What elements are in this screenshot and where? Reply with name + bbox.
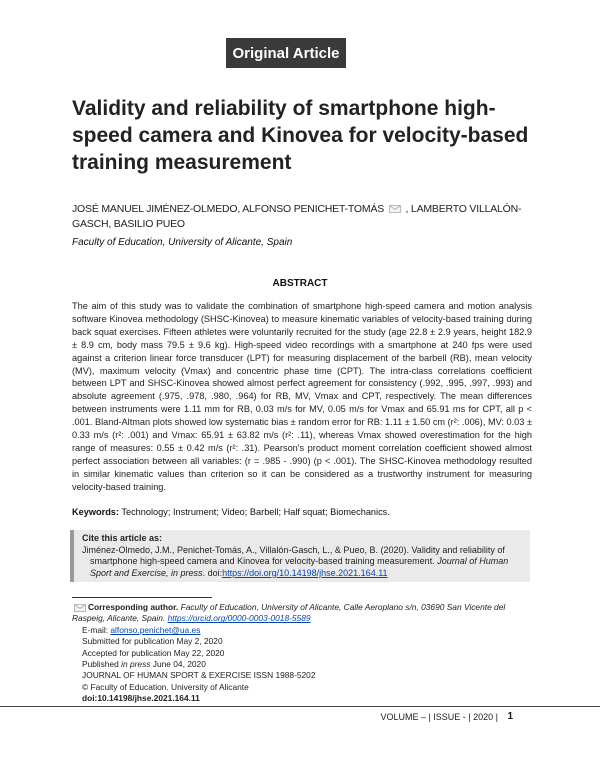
footer-rule — [0, 706, 600, 707]
article-type-badge: Original Article — [226, 38, 346, 68]
journal-issn: JOURNAL OF HUMAN SPORT & EXERCISE ISSN 1988-5202 — [82, 670, 316, 681]
citation-doi-link[interactable]: https://doi.org/10.14198/jhse.2021.164.11 — [222, 567, 388, 578]
citation-box — [70, 530, 530, 582]
mail-icon[interactable] — [74, 604, 86, 612]
abstract-text: The aim of this study was to validate the combination of smartphone high-speed camera and motion analysis software Kinovea methodology (SHSC-Kinovea) to measure kinematic variables of velocity-based training during back squat exercises. Fifteen athletes were voluntarily recruited for the study (age 22.8 ± 2.9 years, height 182.9 ± 8.9 cm, body mass 79.5 ± 9.6 kg). High-speed video recordings with a smartphone at 240 fps were used against a criterion linear force transducer (LPT) for measuring displacement of the barbell (RB), mean velocity (MV), maximum velocity (Vmax) and concentric phase time (CPT). The intra-class correlations coefficient between LPT and SHSC-Kinovea showed almost perfect agreement for consistency (.992, .995, .997, .993) and absolute agreement (.975, .978, .980, .964) for RB, MV, Vmax and CPT, respectively. The mean differences between instruments were 1.11 mm for RB, 0.03 m/s for MV, 0.05 m/s for Vmax and 65.91 ms for CPT, all p < .001. Bland-Altman plots showed low systematic bias ± random error for RB: 1.11 ± 1.50 cm (r²: .006), MV: 0.03 ± 0.33 m/s (r²: .001) and Vmax: 65.91 ± 63.82 m/s (r²: .11), whereas Vmax showed overestimation for the high range of measures: 0.55 ± 0.42 m/s (r²: .31). Pearson's product moment correlation coefficient showed almost perfect association between all variables: (r = .985 - .990) (p < .001). The SHSC-Kinovea methodology resulted in similar kinematic values than criterion so it can be considered as a trustworthy instrument for measuring velocity-based training. — [72, 301, 532, 492]
page-number: 1 — [507, 711, 513, 722]
corr-email-line — [72, 625, 532, 636]
citation-journal: Journal of Human Sport and Exercise, in press — [90, 556, 509, 578]
authors-part1: JOSÉ MANUEL JIMÉNEZ-OLMEDO, ALFONSO PENICHET-TOMÁS — [72, 203, 385, 215]
abstract-heading: ABSTRACT — [272, 278, 328, 289]
affiliation: Faculty of Education, University of Alicante, Spain — [72, 237, 293, 248]
keywords — [72, 507, 532, 517]
keywords-text: Technology; Instrument; Video; Barbell; Half squat; Biomechanics. — [118, 507, 390, 517]
citation-body: Jiménez-Olmedo, J.M., Penichet-Tomás, A., Villalón-Gasch, L., & Pueo, B. (2020). Validity and reliability of smartphone high-speed camera and Kinovea for velocity-based training measurement. — [82, 544, 505, 567]
corr-address: Faculty of Education, University of Alicante, Calle Aeroplano s/n, 03690 San Vicente del Raspeig, Alicante, Spain. — [72, 602, 506, 624]
copyright: © Faculty of Education. University of Alicante — [82, 681, 249, 692]
email-link[interactable]: alfonso.penichet@ua.es — [110, 624, 201, 635]
footer-volume — [380, 712, 498, 722]
citation-text — [82, 545, 522, 580]
published-post: June 04, 2020 — [150, 659, 206, 670]
citation-doi-prefix: . doi: — [202, 567, 223, 578]
published-italic: in press — [121, 659, 151, 670]
corr-first-line — [72, 602, 505, 623]
doi: doi:10.14198/jhse.2021.164.11 — [82, 693, 200, 704]
footnote-rule — [72, 597, 212, 598]
submitted-date: Submitted for publication May 2, 2020 — [82, 636, 223, 647]
citation-heading: Cite this article as: — [82, 533, 163, 543]
published-pre: Published — [82, 659, 122, 670]
orcid-link[interactable]: https://orcid.org/0000-0003-0018-5589 — [167, 613, 311, 624]
published-date — [72, 659, 532, 670]
keywords-label: Keywords: — [72, 507, 119, 517]
email-label: E-mail: — [82, 624, 111, 635]
corr-label: Corresponding author. — [88, 602, 179, 612]
mail-icon[interactable] — [389, 205, 401, 213]
footer-volume-text: VOLUME – | ISSUE - | 2020 | — [380, 712, 498, 722]
author-list — [72, 202, 532, 232]
corresponding-author-block — [72, 602, 532, 705]
paper-title: Validity and reliability of smartphone high-speed camera and Kinovea for velocity-based training measurement — [72, 97, 529, 174]
authors-part2: , LAMBERTO VILLALÓN-GASCH, BASILIO PUEO — [72, 203, 522, 230]
accepted-date: Accepted for publication May 22, 2020 — [82, 647, 225, 658]
